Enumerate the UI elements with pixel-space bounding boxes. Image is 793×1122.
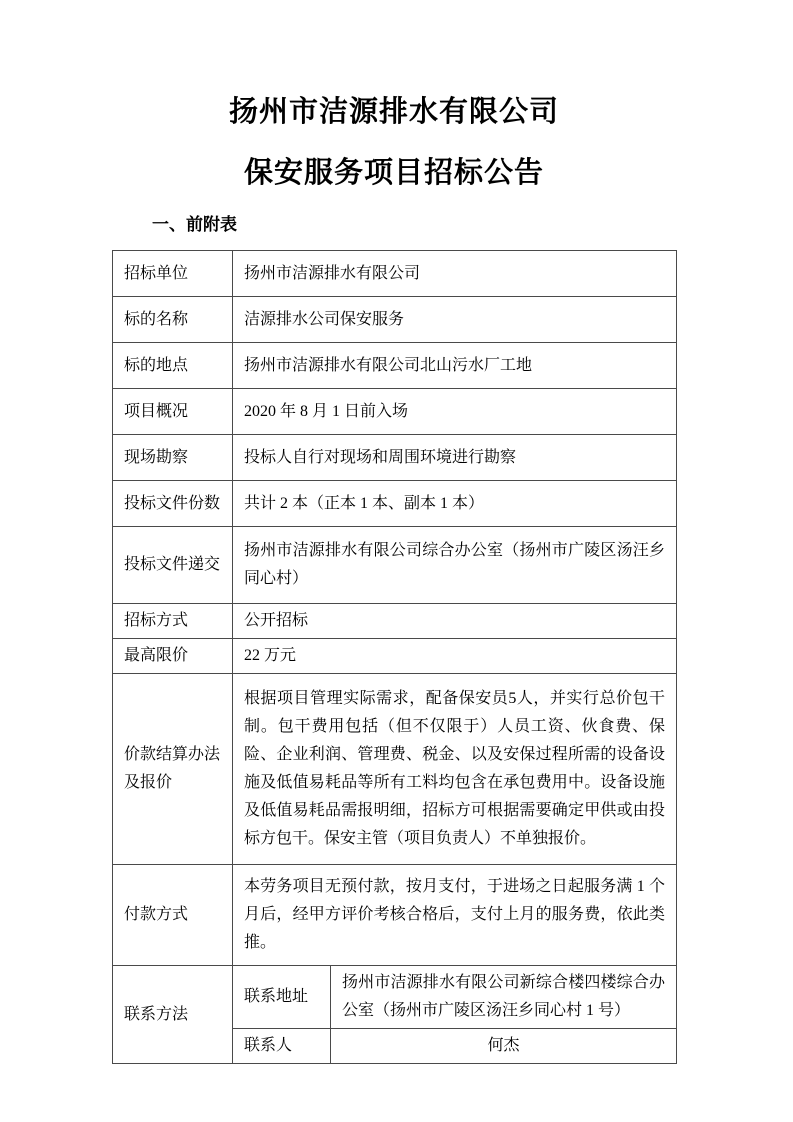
row-value-contact-address: 扬州市洁源排水有限公司新综合楼四楼综合办公室（扬州市广陵区汤汪乡同心村 1 号） — [331, 966, 677, 1029]
row-value: 2020 年 8 月 1 日前入场 — [233, 389, 677, 435]
table-row-settlement-method — [113, 674, 677, 865]
row-value: 本劳务项目无预付款，按月支付，于进场之日起服务满 1 个月后，经甲方评价考核合格后，支付上月的服务费，依此类推。 — [233, 865, 677, 966]
row-value: 洁源排水公司保安服务 — [233, 297, 677, 343]
row-value: 扬州市洁源排水有限公司北山污水厂工地 — [233, 343, 677, 389]
row-value-contact-person: 何杰 — [331, 1029, 677, 1064]
table-row-subject-location — [113, 343, 677, 389]
row-value: 22 万元 — [233, 639, 677, 674]
row-value: 投标人自行对现场和周围环境进行勘察 — [233, 435, 677, 481]
row-label: 标的地点 — [113, 343, 233, 389]
table-row-subject-name — [113, 297, 677, 343]
table-row-project-overview — [113, 389, 677, 435]
table-row-site-survey — [113, 435, 677, 481]
row-label-contact-method: 联系方法 — [113, 966, 233, 1064]
table-row-max-price — [113, 639, 677, 674]
row-label: 投标文件份数 — [113, 481, 233, 527]
table-row-payment-method — [113, 865, 677, 966]
row-label-contact-address: 联系地址 — [233, 966, 331, 1029]
row-value: 公开招标 — [233, 604, 677, 639]
row-label: 最高限价 — [113, 639, 233, 674]
table-row-bid-submission — [113, 527, 677, 604]
row-label: 投标文件递交 — [113, 527, 233, 604]
row-label: 标的名称 — [113, 297, 233, 343]
document-title-line1: 扬州市洁源排水有限公司 — [228, 96, 559, 128]
row-label: 招标单位 — [113, 251, 233, 297]
row-label: 价款结算办法及报价 — [113, 674, 233, 865]
front-attached-table — [112, 250, 677, 1064]
row-value: 扬州市洁源排水有限公司综合办公室（扬州市广陵区汤汪乡同心村） — [233, 527, 677, 604]
table-row-contact-address — [113, 966, 677, 1029]
row-label: 现场勘察 — [113, 435, 233, 481]
row-value: 共计 2 本（正本 1 本、副本 1 本） — [233, 481, 677, 527]
row-label: 招标方式 — [113, 604, 233, 639]
table-row-tender-unit — [113, 251, 677, 297]
row-value: 根据项目管理实际需求，配备保安员5人，并实行总价包干制。包干费用包括（但不仅限于）人员工资、伙食费、保险、企业利润、管理费、税金、以及安保过程所需的设备设施及低值易耗品等所有工料均包含在承包费用中。设备设施及低值易耗品需报明细，招标方可根据需要确定甲供或由投标方包干。保安主管（项目负责人）不单独报价。 — [233, 674, 677, 865]
table-row-bid-copies — [113, 481, 677, 527]
row-label-contact-person: 联系人 — [233, 1029, 331, 1064]
row-label: 付款方式 — [113, 865, 233, 966]
table-row-tender-method — [113, 604, 677, 639]
section-heading: 一、前附表 — [152, 215, 237, 234]
row-label: 项目概况 — [113, 389, 233, 435]
row-value: 扬州市洁源排水有限公司 — [233, 251, 677, 297]
document-title-line2: 保安服务项目招标公告 — [243, 157, 544, 189]
